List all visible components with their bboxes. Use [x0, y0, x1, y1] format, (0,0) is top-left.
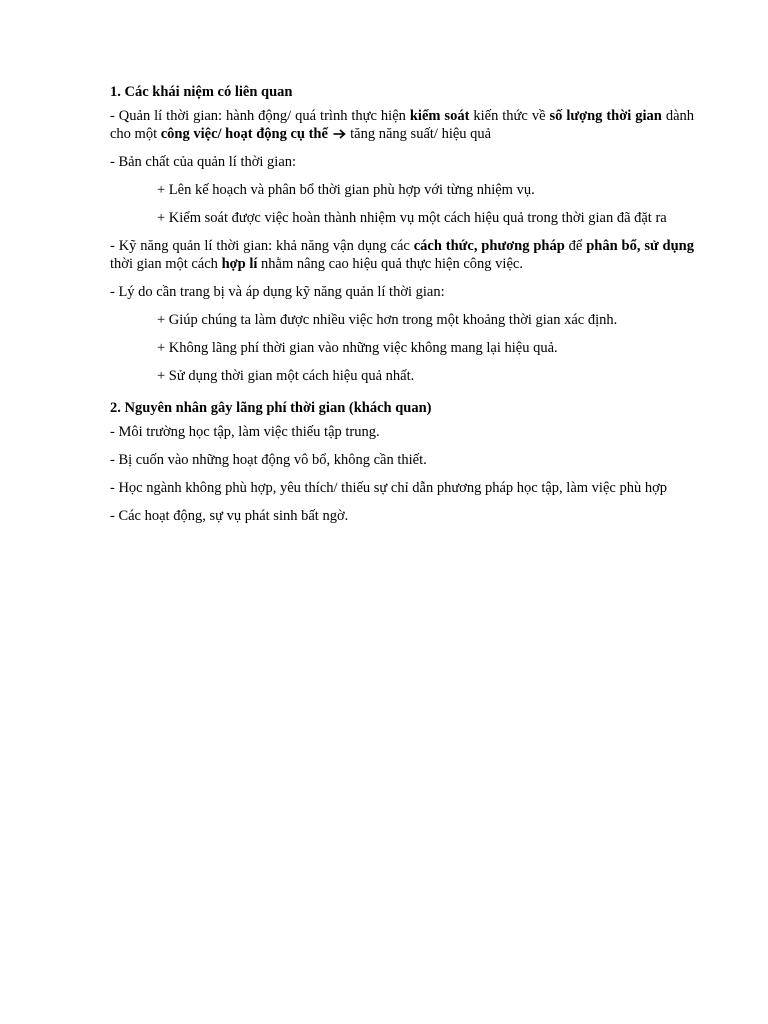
section2-heading: 2. Nguyên nhân gây lãng phí thời gian (khách quan) [110, 400, 432, 416]
reason-item: + Sử dụng thời gian một cách hiệu quả nhất. [157, 368, 415, 384]
skill-text-suffix: nhằm nâng cao hiệu quả thực hiện công việc. [257, 256, 523, 272]
document-page [110, 78, 694, 535]
definition-text-suffix: tăng năng suất/ hiệu quả [346, 126, 492, 142]
skill-text-prefix: - Kỹ năng quản lí thời gian: khả năng vận dụng các [110, 238, 414, 254]
reason-item: + Không lãng phí thời gian vào những việc không mang lại hiệu quả. [157, 340, 558, 356]
reason-item: + Giúp chúng ta làm được nhiều việc hơn trong một khoảng thời gian xác định. [157, 312, 618, 328]
definition-bold-time-amount: số lượng thời gian [549, 108, 662, 124]
definition-text-mid1: kiến thức về [469, 108, 550, 124]
nature-item: + Kiểm soát được việc hoàn thành nhiệm vụ một cách hiệu quả trong thời gian đã đặt ra [157, 210, 667, 226]
cause-item: - Học ngành không phù hợp, yêu thích/ thiếu sự chỉ dẫn phương pháp học tập, làm việc phù hợp [110, 480, 667, 496]
skill-text-mid1: để [564, 238, 587, 254]
skill-bold-reasonable: hợp lí [221, 256, 258, 272]
section1-heading: 1. Các khái niệm có liên quan [110, 84, 293, 100]
nature-item: + Lên kế hoạch và phân bổ thời gian phù hợp với từng nhiệm vụ. [157, 182, 535, 198]
cause-item: - Các hoạt động, sự vụ phát sinh bất ngờ. [110, 508, 349, 524]
nature-intro: - Bản chất của quản lí thời gian: [110, 154, 297, 170]
skill-definition [110, 237, 694, 273]
skill-bold-methods: cách thức, phương pháp [413, 238, 565, 254]
skill-bold-allocate: phân bổ, sử dụng [586, 238, 694, 254]
definition-text-prefix: - Quản lí thời gian: hành động/ quá trình thực hiện [110, 108, 410, 124]
definition-text-mid2: dành cho một [110, 108, 695, 142]
definition-bold-specific-task: công việc/ hoạt động cụ thể [160, 126, 328, 142]
cause-item: - Môi trường học tập, làm việc thiếu tập trung. [110, 424, 380, 440]
definition-bold-control: kiểm soát [409, 108, 470, 124]
right-arrow-icon [333, 129, 346, 139]
reasons-intro: - Lý do cần trang bị và áp dụng kỹ năng quản lí thời gian: [110, 284, 445, 300]
skill-text-mid2: thời gian một cách [110, 256, 222, 272]
cause-item: - Bị cuốn vào những hoạt động vô bổ, không cần thiết. [110, 452, 427, 468]
time-management-definition [110, 107, 694, 143]
